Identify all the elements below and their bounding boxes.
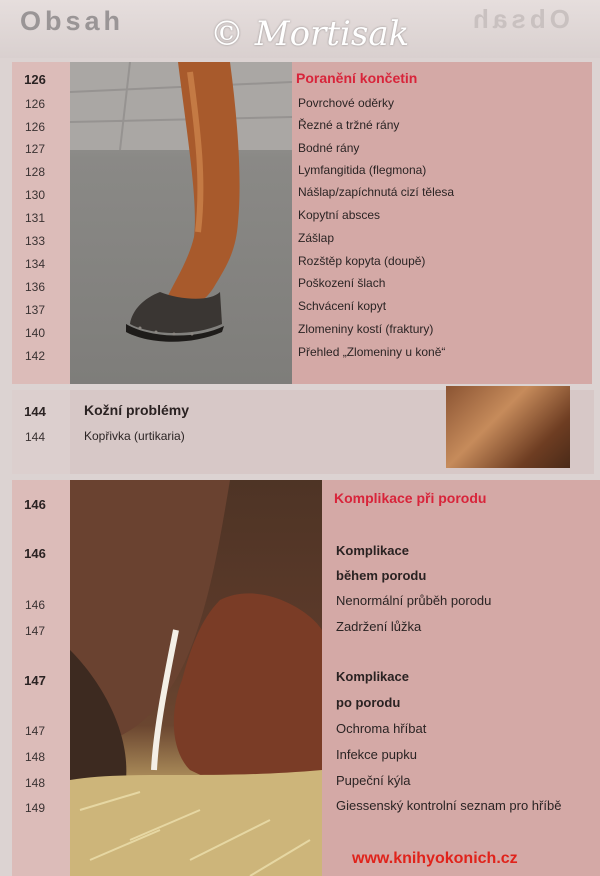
page-number: 128 — [24, 165, 46, 179]
page-number: 144 — [24, 404, 46, 419]
toc-entry: Řezné a tržné rány — [298, 118, 400, 132]
page-number: 126 — [24, 72, 46, 87]
toc-entry: Nenormální průběh porodu — [336, 593, 492, 608]
toc-entry: Zášlap — [298, 231, 335, 245]
page-number: 126 — [24, 97, 46, 111]
toc-entry: Kopřivka (urtikaria) — [84, 429, 185, 443]
page-number: 146 — [24, 497, 46, 512]
toc-entry: Komplikace — [336, 543, 409, 558]
page-number: 147 — [24, 673, 46, 688]
website-watermark: www.knihyokonich.cz — [352, 850, 518, 867]
toc-entry: Přehled „Zlomeniny u koně“ — [298, 345, 446, 359]
toc-entry: Giessenský kontrolní seznam pro hříbě — [336, 798, 562, 813]
copyright-watermark: © Mortisak — [210, 14, 410, 54]
toc-entry: Komplikace — [336, 669, 409, 684]
page-number: 144 — [24, 430, 46, 444]
horse-leg-illustration — [70, 62, 292, 384]
page-number: 136 — [24, 280, 46, 294]
page-number: 127 — [24, 142, 46, 156]
section-limb-injuries — [12, 62, 592, 384]
page-number: 149 — [24, 801, 46, 815]
toc-entry: Nášlap/zapíchnutá cizí tělesa — [298, 185, 455, 199]
toc-entry: Povrchové oděrky — [298, 96, 395, 110]
page-number: 142 — [24, 349, 46, 363]
section-birth-complications — [12, 480, 600, 876]
page-number-column — [12, 390, 70, 474]
toc-entry: Komplikace při porodu — [334, 490, 487, 506]
toc-entry: Kopytní absces — [298, 208, 381, 222]
toc-entry: Poškození šlach — [298, 276, 386, 290]
page-number-column — [12, 480, 70, 876]
toc-entry: Rozštěp kopyta (doupě) — [298, 254, 426, 268]
page-header — [0, 0, 600, 58]
page-number: 137 — [24, 303, 46, 317]
mare-and-foal-illustration — [70, 480, 322, 876]
page-title: Obsah — [20, 6, 125, 36]
page-title-showthrough: Obsah — [469, 4, 570, 34]
toc-entry: Pupeční kýla — [336, 773, 411, 788]
toc-entry: po porodu — [336, 695, 401, 710]
page-number: 147 — [24, 624, 46, 638]
page-number: 147 — [24, 724, 46, 738]
toc-entry: Zadržení lůžka — [336, 619, 422, 634]
page-number: 146 — [24, 546, 46, 561]
toc-entry: Bodné rány — [298, 141, 360, 155]
toc-entry: Kožní problémy — [84, 402, 190, 418]
page-number: 130 — [24, 188, 46, 202]
page-number: 131 — [24, 211, 46, 225]
page-number: 146 — [24, 598, 46, 612]
toc-entry: Zlomeniny kostí (fraktury) — [298, 322, 434, 336]
page-number: 148 — [24, 750, 46, 764]
toc-entry: Ochroma hříbat — [336, 721, 427, 736]
page-number-column — [12, 62, 70, 384]
toc-entry: Infekce pupku — [336, 747, 417, 762]
section-skin-problems — [12, 390, 594, 474]
toc-entry: Schvácení kopyt — [298, 299, 387, 313]
page-number: 148 — [24, 776, 46, 790]
page-number: 126 — [24, 120, 46, 134]
horse-skin-photo — [446, 386, 570, 468]
toc-entry: Lymfangitida (flegmona) — [298, 163, 427, 177]
mare-and-foal-photo — [70, 480, 322, 876]
toc-entry: Poranění končetin — [296, 70, 418, 86]
toc-entry: během porodu — [336, 568, 427, 583]
horse-leg-photo — [70, 62, 292, 384]
page-number: 140 — [24, 326, 46, 340]
page-number: 133 — [24, 234, 46, 248]
page-number: 134 — [24, 257, 46, 271]
